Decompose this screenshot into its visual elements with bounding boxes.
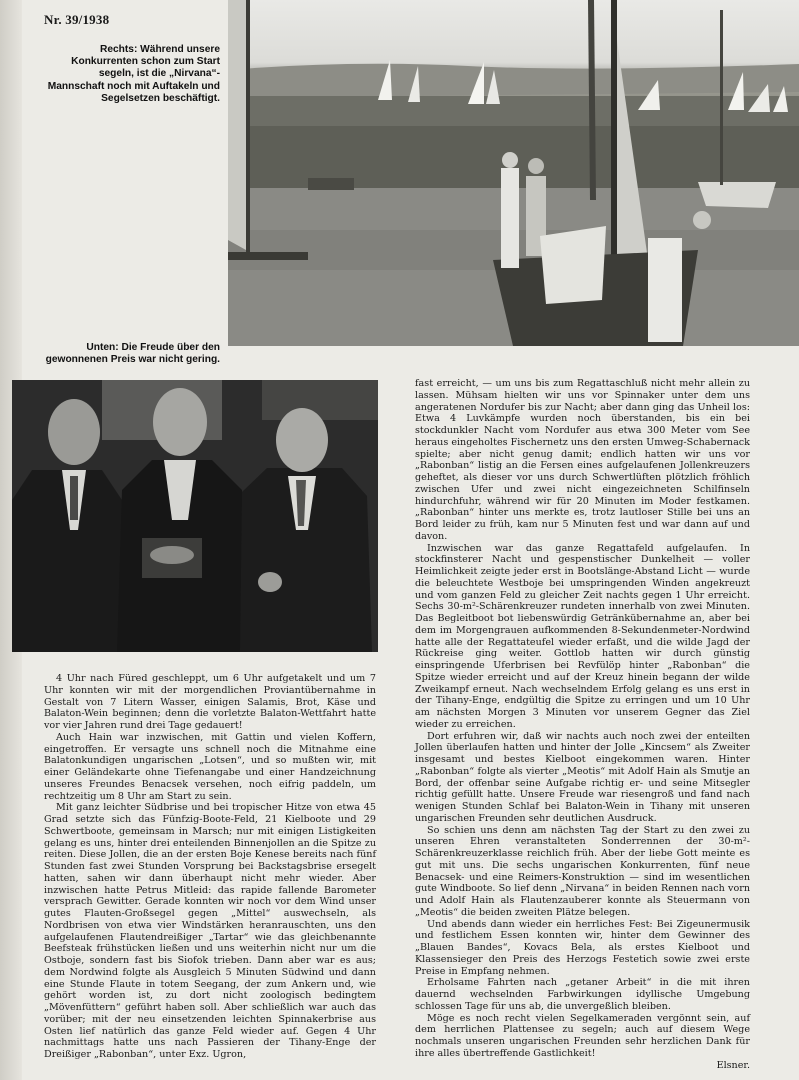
article-paragraph: Auch Hain war inzwischen, mit Gattin und vielen Koffern, eingetroffen. Er versagte uns schnell noch die Mitnahme eine Balatonkundigen ungarischen „Lotsen“, und so mußten wir, mit einer Geländekarte ohne Tiefenangabe und einer Handzeichnung unseres Freundes Benacsek versehen, noch eifrig paddeln, um rechtzeitig um 8 Uhr am Start zu sein. xyxy=(44,731,376,802)
article-paragraph: Und abends dann wieder ein herrliches Fest: Bei Zigeunermusik und festlichem Essen konnten wir, hinter dem Gewinner des „Blauen Bandes“, Kovacs Bela, als erstes Kielboot und Klassensieger den Preis des Herzogs Festetich sowie zwei erste Preise in Empfang nehmen. xyxy=(415,918,750,977)
photo-sailboats-on-lake xyxy=(228,0,799,346)
article-paragraph: Inzwischen war das ganze Regattafeld aufgelaufen. In stockfinsterer Nacht und gespenstischer Dunkelheit — voller Heimlichkeit zeigte jeder erst in Bootslänge-Abstand Licht — wurde die beleuchtete Westboje bei umspringenden Winden angekreuzt und vom ganzen Feld zu gleicher Zeit nachts gegen 1 Uhr erreicht. Sechs 30-m²-Schärenkreuzer rundeten innerhalb von zwei Minuten. Das Begleitboot bot liebenswürdig Getränkübernahme an, aber bei dem im Morgengrauen aufkommenden 8-Sekundenmeter-Nordwind hatte alle der Regattateufel wieder erfaßt, und die wilde Jagd der Rückreise ging weiter. Gottlob hatten wir durch günstig einspringende Uferbrisen bei Revfülöp hinter „Rabonban“ die Spitze wieder erreicht und auf der Kreuz hinein begann der wilde Zweikampf erneut. Nach wechselndem Erfolg gelang es uns erst in der Tihany-Enge, endgültig die Spitze zu erringen und um 10 Uhr am nächsten Morgen 3 Minuten vor unserem Gegner das Ziel wieder zu erreichen. xyxy=(415,542,750,730)
article-paragraph: Dort erfuhren wir, daß wir nachts auch noch zwei der enteilten Jollen überlaufen hatten und hinter der Jolle „Kincsem“ als Zweiter insgesamt und bestes Kielboot eingekommen waren. Hinter „Rabonban“ folgte als vierter „Meotis“ mit Adolf Hain als Smutje an Bord, der offenbar seine Aufgabe richtig er- und seine Mitsegler richtig gefüllt hatte. Unsere Freude war riesengroß und fand nach wenigen Stunden Schlaf bei Balaton-Wein in Tihany mit unseren ungarischen Freunden sehr deutlichen Ausdruck. xyxy=(415,730,750,824)
article-paragraph: Mit ganz leichter Südbrise und bei tropischer Hitze von etwa 45 Grad setzte sich das Fünfzig-Boote-Feld, 21 Kielboote und 29 Schwertboote, gemeinsam in Marsch; nur mit einigen Listigkeiten gelang es uns, hinter drei enteilenden Binnenjollen an die Spitze zu reiten. Diese Jollen, die an der ersten Boje Kenese bereits nach fünf Stunden fast zwei Stunden Vorsprung bei Backstagsbrise ersegelt hatten, sahen wir dann überhaupt nicht mehr wieder. Aber inzwischen hatte Petrus Mitleid: das rapide fallende Barometer versprach Gewitter. Gerade konnten wir noch vor dem Wind unser gutes Flauten-Großsegel gegen „Mittel“ auswechseln, als Nordbrisen von etwa vier Windstärken heranrauschten, uns den aufgelaufenen Flautendreißiger „Tartar“ wie das gleichbenannte Beefsteak frühstücken ließen und uns weiterhin nicht nur um die Ostboje, sondern fast bis Siofok trieben. Dann aber war es aus; dem Nordwind folgte als Ausgleich 5 Minuten Südwind und dann eine Stunde Flaute in totem Seegang, der zum Ankern und, wie gehört worden ist, zu dort nicht zoologisch bedingtem „Mövenfüttern“ geführt haben soll. Aber schließlich war auch das vorüber; mit der neu einsetzenden leichten Spinnakerbrise aus Osten lief natürlich das ganze Feld wieder auf. Gegen 4 Uhr nachmittags hatte uns nach Passieren der Tihany-Enge der Dreißiger „Rabonban“, unter Exz. Ugron, xyxy=(44,802,376,1060)
article-paragraph: 4 Uhr nach Füred geschleppt, um 6 Uhr aufgetakelt und um 7 Uhr konnten wir mit der morgendlichen Proviantübernahme in Gestalt von 7 Litern Wasser, einigen Salamis, Brot, Käse und Balaton-Wein beginnen; denn die vorletzte Balaton-Wettfahrt hatte vor vier Jahren rund drei Tage gedauert! xyxy=(44,673,376,731)
article-column-left xyxy=(44,673,376,1061)
issue-number: Nr. 39/1938 xyxy=(44,12,110,27)
article-paragraph: So schien uns denn am nächsten Tag der Start zu den zwei zu unseren Ehren veranstalteten Sonderrennen der 30-m²-Schärenkreuzerklasse reichlich früh. Aber der liebe Gott meinte es gut mit uns. Die sechs ungarischen Konkurrenten, fünf neue Benacsek- und eine Reimers-Konstruktion — sind im wesentlichen gute Windboote. So lief denn „Nirvana“ in beiden Rennen nach vorn und Adolf Hain als Flautenzauberer konnte als Steuermann von „Meotis“ die beiden zweiten Plätze belegen. xyxy=(415,824,750,918)
photo-three-men-with-trophy xyxy=(12,380,378,652)
article-paragraph: Erholsame Fahrten nach „getaner Arbeit“ in die mit ihren dauernd wechselnden Farbwirkungen idyllische Umgebung schlossen Tage für uns ab, die unvergeßlich bleiben. xyxy=(415,977,750,1012)
caption-top-photo: Rechts: Während unsere Konkurrenten schon zum Start segeln, ist die „Nirvana“-Mannschaft noch mit Auftakeln und Segelsetzen beschäftigt. xyxy=(47,44,220,104)
article-paragraph: fast erreicht, — um uns bis zum Regattaschluß nicht mehr allein zu lassen. Mühsam hielten wir uns vor Spinnaker unter dem uns angeratenen Nordufer bis zur Nacht; aber dann ging das Unheil los: Etwa 4 Luvkämpfe wurden noch überstanden, bis ein bei stockdunkler Nacht vom Nordufer aus etwa 300 Meter vom See heraus eingeholtes Fischernetz uns den ersten Umweg-Schabernack spielte; aber nicht genug damit; endlich hatten wir uns vor „Rabonban“ listig an die Fersen eines aufgelaufenen Jollenkreuzers geheftet, als dieser vor uns durch Schwertlüften plötzlich fröhlich zwischen Ufer und zwei nicht eingezeichneten Schilfinseln hindurchfuhr, während wir für 20 Minuten im Moder festkamen. „Rabonban“ hinter uns merkte es, trotz lautloser Stille bei uns an Bord leider zu früh, kam nur 5 Minuten fest und war dann auf und davon. xyxy=(415,378,750,542)
article-paragraph: Möge es noch recht vielen Segelkameraden vergönnt sein, auf dem herrlichen Plattensee zu segeln; auch auf diesem Wege nochmals unseren ungarischen Freunden sehr herzlichen Dank für ihre alles übertreffende Gastlichkeit! xyxy=(415,1012,750,1059)
author-signature: Elsner. xyxy=(716,1059,750,1071)
caption-bottom-photo: Unten: Die Freude über den gewonnenen Preis war nicht gering. xyxy=(45,342,220,366)
article-column-right xyxy=(415,378,750,1071)
